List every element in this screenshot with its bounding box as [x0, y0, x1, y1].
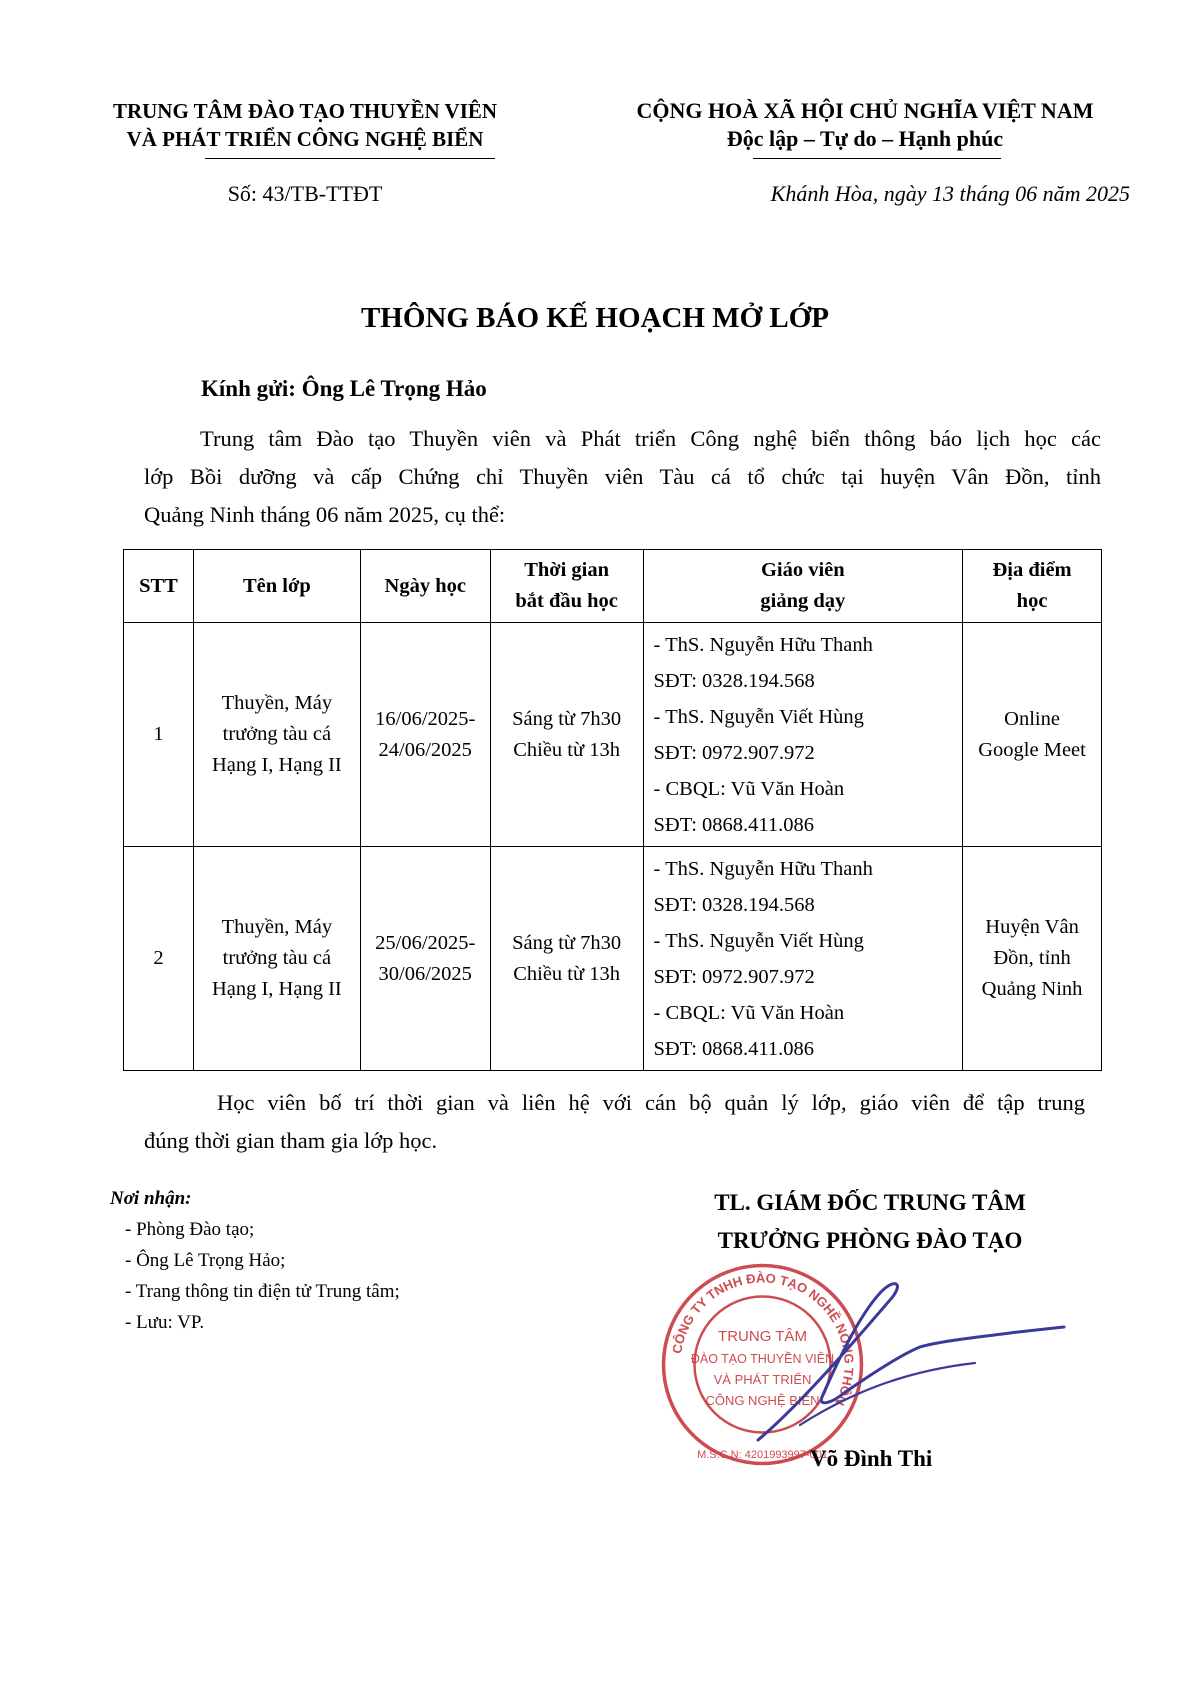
place-date: Khánh Hòa, ngày 13 tháng 06 năm 2025 [770, 181, 1130, 206]
cell-teachers [643, 847, 963, 1071]
cell-time-l1: Sáng từ 7h30 [512, 931, 622, 954]
stamp-inner-l4: CÔNG NGHỆ BIỂN [705, 1393, 820, 1408]
cell-location-l2: Google Meet [978, 738, 1086, 761]
closing-line1: Học viên bố trí thời gian và liên hệ với cán bộ quản lý lớp, giáo viên để tập trung [217, 1090, 1085, 1115]
recipient-item: - Lưu: VP. [125, 1312, 205, 1333]
cell-stt: 2 [124, 847, 194, 1071]
schedule-table [123, 549, 1102, 1071]
doc-number: Số: 43/TB-TTĐT [227, 181, 383, 206]
cell-location-l1: Online [1004, 707, 1060, 730]
stamp-code: M.S.C.N: 4201993997-001 [697, 1449, 828, 1461]
recipient-item: - Ông Lê Trọng Hảo; [125, 1250, 286, 1271]
teacher-line: SĐT: 0328.194.568 [653, 893, 815, 916]
cell-class-l3: Hạng I, Hạng II [211, 754, 342, 776]
signature-title-line1: TL. GIÁM ĐỐC TRUNG TÂM [714, 1190, 1026, 1215]
cell-date [360, 847, 490, 1071]
cell-date-l2: 30/06/2025 [378, 962, 472, 985]
teacher-line: - ThS. Nguyễn Viết Hùng [653, 705, 864, 728]
stamp-inner-l1: TRUNG TÂM [718, 1328, 807, 1345]
col-header-teacher [643, 550, 963, 623]
cell-date-l2: 24/06/2025 [378, 738, 472, 761]
document-title: THÔNG BÁO KẾ HOẠCH MỞ LỚP [360, 302, 830, 334]
cell-class-l2: trưởng tàu cá [222, 947, 332, 969]
col-header-date: Ngày học [360, 550, 490, 623]
intro-line1: Trung tâm Đào tạo Thuyền viên và Phát triển Công nghệ biển thông báo lịch học các [200, 426, 1101, 451]
table-row [124, 847, 1102, 1071]
cell-class-l3: Hạng I, Hạng II [211, 978, 342, 1000]
cell-date-l1: 16/06/2025- [375, 707, 476, 730]
teacher-line: - ThS. Nguyễn Hữu Thanh [653, 857, 873, 880]
national-motto: Độc lập – Tự do – Hạnh phúc [726, 126, 1004, 151]
teacher-line: SĐT: 0868.411.086 [653, 813, 815, 836]
cell-class-l2: trưởng tàu cá [222, 723, 332, 745]
cell-location-l3: Quảng Ninh [981, 978, 1083, 1000]
cell-class [193, 623, 360, 847]
col-header-location [963, 550, 1102, 623]
org-name-line1: TRUNG TÂM ĐÀO TẠO THUYỀN VIÊN [112, 99, 498, 123]
intro-line2: lớp Bồi dưỡng và cấp Chứng chỉ Thuyền viên Tàu cá tổ chức tại huyện Vân Đồn, tỉnh [144, 464, 1101, 489]
recipient-line: Kính gửi: Ông Lê Trọng Hảo [201, 376, 487, 401]
signature-title-line2: TRƯỞNG PHÒNG ĐÀO TẠO [717, 1228, 1023, 1253]
cell-location [963, 623, 1102, 847]
signature-title [660, 1184, 1080, 1260]
table-header-row [124, 550, 1102, 623]
cell-time-l1: Sáng từ 7h30 [512, 707, 622, 730]
teacher-line: - CBQL: Vũ Văn Hoàn [653, 1001, 845, 1024]
col-header-location-l2: học [1016, 590, 1048, 612]
teacher-line: - ThS. Nguyễn Hữu Thanh [653, 633, 873, 656]
recipient-item: - Trang thông tin điện tử Trung tâm; [125, 1281, 400, 1302]
closing-paragraph [144, 1084, 1085, 1160]
col-header-start-time-l2: bắt đầu học [515, 590, 618, 612]
table-row [124, 623, 1102, 847]
col-header-class: Tên lớp [193, 550, 360, 623]
col-header-start-time [490, 550, 643, 623]
teacher-line: SĐT: 0868.411.086 [653, 1037, 815, 1060]
teacher-line: SĐT: 0972.907.972 [653, 965, 815, 988]
teacher-line: - CBQL: Vũ Văn Hoàn [653, 777, 845, 800]
stamp-ring-text: CÔNG TY TNHH ĐÀO TẠO NGHỀ NÔNG THÔN [669, 1270, 857, 1408]
closing-line2: đúng thời gian tham gia lớp học. [144, 1128, 438, 1153]
cell-start-time [490, 847, 643, 1071]
cell-location-l1: Huyện Vân [985, 916, 1079, 938]
cell-location-l2: Đồn, tỉnh [993, 947, 1071, 969]
stamp-inner-l2: ĐÀO TẠO THUYỀN VIÊN [690, 1352, 835, 1366]
cell-teachers [643, 623, 963, 847]
cell-date [360, 623, 490, 847]
national-title [595, 97, 1135, 153]
cell-stt: 1 [124, 623, 194, 847]
intro-line3: Quảng Ninh tháng 06 năm 2025, cụ thể: [144, 502, 506, 527]
col-header-teacher-l1: Giáo viên [760, 559, 845, 581]
stamp-inner-l3: VÀ PHÁT TRIỂN [713, 1372, 812, 1387]
motto-underline [753, 158, 1001, 159]
cell-start-time [490, 623, 643, 847]
col-header-location-l1: Địa điểm [992, 559, 1072, 581]
teacher-line: SĐT: 0972.907.972 [653, 741, 815, 764]
cell-class [193, 847, 360, 1071]
recipients-label: Nơi nhận: [110, 1188, 192, 1209]
cell-location [963, 847, 1102, 1071]
signer-name: Võ Đình Thi [810, 1446, 933, 1471]
handwritten-signature [740, 1275, 1070, 1450]
cell-time-l2: Chiều từ 13h [513, 738, 620, 761]
recipients-block [110, 1183, 400, 1338]
national-title-line1: CỘNG HOÀ XÃ HỘI CHỦ NGHĨA VIỆT NAM [636, 98, 1094, 123]
org-name [100, 97, 510, 153]
org-underline [205, 158, 495, 159]
cell-time-l2: Chiều từ 13h [513, 962, 620, 985]
teacher-line: - ThS. Nguyễn Viết Hùng [653, 929, 864, 952]
cell-date-l1: 25/06/2025- [375, 931, 476, 954]
col-header-teacher-l2: giảng dạy [760, 590, 846, 612]
cell-class-l1: Thuyền, Máy [221, 916, 333, 938]
cell-class-l1: Thuyền, Máy [221, 692, 333, 714]
recipient-item: - Phòng Đào tạo; [125, 1219, 255, 1240]
col-header-stt: STT [124, 550, 194, 623]
org-name-line2: VÀ PHÁT TRIỂN CÔNG NGHỆ BIỂN [126, 127, 484, 151]
col-header-start-time-l1: Thời gian [524, 559, 610, 581]
teacher-line: SĐT: 0328.194.568 [653, 669, 815, 692]
intro-paragraph [144, 420, 1101, 534]
